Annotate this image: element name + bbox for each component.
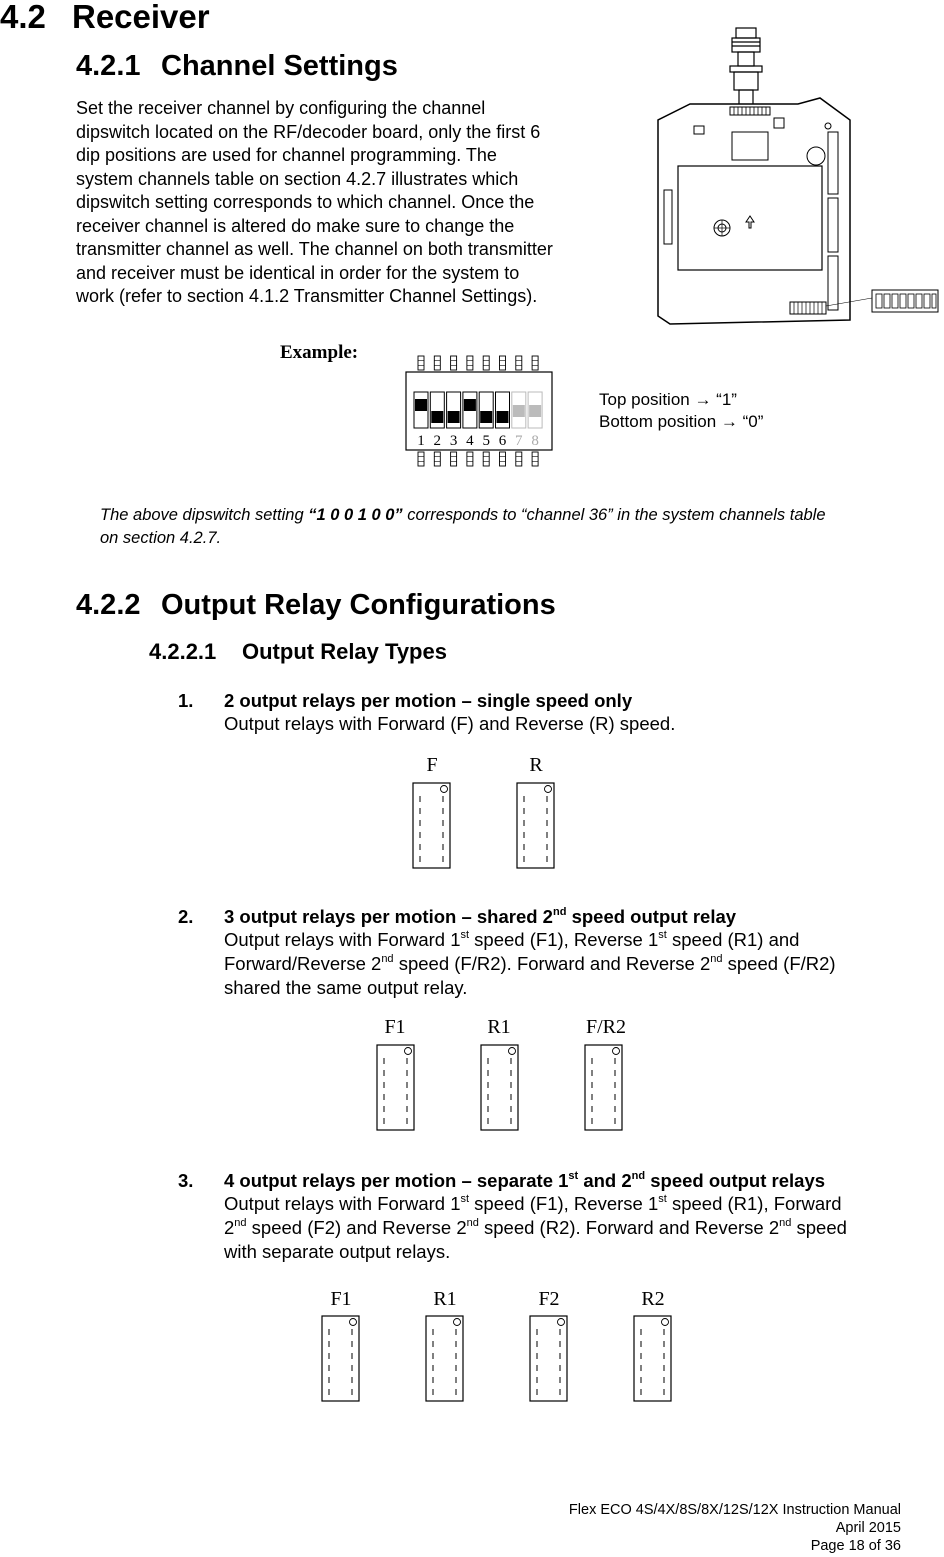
- relay-box: [321, 1315, 361, 1403]
- dip-number: 7: [515, 433, 523, 449]
- item-1: [224, 690, 924, 736]
- relay-box: [425, 1315, 465, 1403]
- dip-pin: [418, 452, 424, 466]
- relay-box: [584, 1044, 624, 1132]
- dip-pin: [516, 452, 522, 466]
- item-3-number: 3.: [178, 1170, 194, 1191]
- dip-knob: [480, 411, 492, 423]
- relay-label: R: [529, 754, 543, 776]
- dip-pin: [483, 452, 489, 466]
- dip-pin: [434, 452, 440, 466]
- page-footer: [569, 1501, 901, 1555]
- top-position-note: Top position → “1”: [599, 390, 737, 409]
- dip-knob: [513, 405, 525, 417]
- bottom-position-note: Bottom position → “0”: [599, 412, 764, 431]
- item-1-number: 1.: [178, 690, 194, 711]
- channel-settings-heading: 4.2.1 Channel Settings: [76, 50, 398, 82]
- item-2-number: 2.: [178, 906, 194, 927]
- relay-config-heading: 4.2.2 Output Relay Configurations: [76, 589, 556, 621]
- relay-types-heading: 4.2.2.1 Output Relay Types: [149, 639, 447, 664]
- relay-box: [480, 1044, 520, 1132]
- dip-pin: [483, 356, 489, 370]
- relay-box: [412, 782, 452, 870]
- dip-knob: [448, 411, 460, 423]
- item-2: 3 output relays per motion – shared 2nd speed output relay Output relays with Forward 1st speed (F1), Reverse 1st speed (R1) and Forward/Reverse 2nd speed (F/R2). Forward and Reverse 2nd speed (F/R2) shared the same output relay.: [224, 906, 934, 1000]
- relay-box: [516, 782, 556, 870]
- footer-manual: Flex ECO 4S/4X/8S/8X/12S/12X Instruction Manual: [568, 1502, 901, 1518]
- footer-date: April 2015: [835, 1520, 901, 1536]
- dip-pin: [434, 356, 440, 370]
- item-1-title: 2 output relays per motion – single speed only: [224, 690, 633, 711]
- dip-knob: [529, 405, 541, 417]
- receiver-board-diagram: [650, 20, 944, 330]
- dip-knob: [464, 399, 476, 411]
- dip-number: 4: [466, 433, 474, 449]
- relay-box: [529, 1315, 569, 1403]
- relay-label: R1: [433, 1288, 457, 1310]
- relay-label: F2: [538, 1288, 560, 1310]
- dip-knob: [415, 399, 427, 411]
- item-1-text: Output relays with Forward (F) and Reverse (R) speed.: [224, 713, 676, 734]
- dipswitch-example: [404, 352, 554, 470]
- dip-pin: [532, 452, 538, 466]
- section-heading: 4.2 Receiver: [0, 0, 210, 35]
- dip-number: 6: [498, 433, 507, 449]
- dip-number: 8: [531, 433, 539, 449]
- footer-page: Page 18 of 36: [810, 1538, 901, 1554]
- relay-label: F1: [330, 1288, 352, 1310]
- relay-label: R2: [641, 1288, 665, 1310]
- dip-pin: [451, 452, 457, 466]
- dip-pin: [532, 356, 538, 370]
- dip-pin: [418, 356, 424, 370]
- item-2-title: 3 output relays per motion – shared 2nd speed output relay: [224, 905, 737, 927]
- dip-knob: [497, 411, 509, 423]
- example-label: Example:: [280, 342, 359, 363]
- channel-paragraph: Set the receiver channel by configuring the channel dipswitch located on the RF/decoder board, only the first 6 dip positions are used for channel programming. The system channels table on section 4.2.7 illustrates which dipswitch setting corresponds to which channel. Once the receiver channel is altered do make sure to change the transmitter channel as well. The channel on both transmitter and receiver must be identical in order for the system to work (refer to section 4.1.2 Transmitter Channel Settings).: [76, 98, 553, 306]
- relay-label: F: [426, 754, 438, 776]
- dip-pin: [467, 452, 473, 466]
- dip-pin: [500, 452, 506, 466]
- item-3-title: 4 output relays per motion – separate 1st and 2nd speed output relays: [224, 1169, 826, 1191]
- dip-pin: [500, 356, 506, 370]
- dip-legend: [599, 389, 763, 433]
- example-caption: The above dipswitch setting “1 0 0 1 0 0” corresponds to “channel 36” in the system channels table on section 4.2.7.: [100, 506, 826, 547]
- relay-box: [376, 1044, 416, 1132]
- dip-number: 5: [482, 433, 490, 449]
- dip-knob: [431, 411, 443, 423]
- relay-box: [633, 1315, 673, 1403]
- dip-number: 3: [449, 433, 458, 449]
- dip-pin: [467, 356, 473, 370]
- relay-label: F/R2: [585, 1016, 627, 1038]
- relay-label: R1: [487, 1016, 511, 1038]
- dip-pin: [516, 356, 522, 370]
- item-3: 4 output relays per motion – separate 1st and 2nd speed output relays Output relays with Forward 1st speed (F1), Reverse 1st speed (R1), Forward 2nd speed (F2) and Reverse 2nd speed (R2). Forward and Reverse 2nd speed with separate output relays.: [224, 1170, 940, 1264]
- dip-pin: [451, 356, 457, 370]
- relay-label: F1: [384, 1016, 406, 1038]
- dip-number: 2: [433, 433, 442, 449]
- dip-number: 1: [417, 433, 425, 449]
